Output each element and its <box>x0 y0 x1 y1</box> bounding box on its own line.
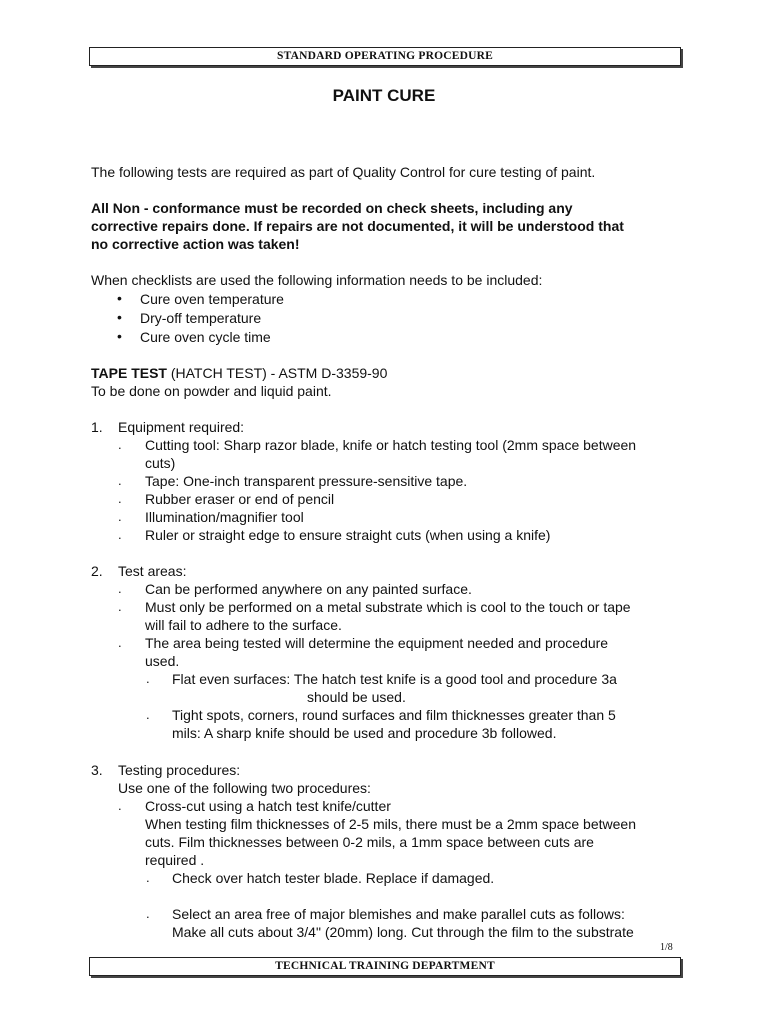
tape-test-heading <box>91 364 387 382</box>
list-marker: . <box>118 509 122 524</box>
sub-list-item: Tight spots, corners, round surfaces and film thicknesses greater than 5 <box>172 707 616 723</box>
list-marker: . <box>118 473 122 488</box>
intro-text: The following tests are required as part of Quality Control for cure testing of paint. <box>91 164 596 180</box>
paragraph-line: When testing film thicknesses of 2-5 mils, there must be a 2mm space between <box>145 816 636 832</box>
section-number: 3. <box>91 762 103 778</box>
list-marker: . <box>118 635 122 650</box>
section-number: 2. <box>91 563 103 579</box>
list-marker: . <box>118 437 122 452</box>
sub-list-item: Select an area free of major blemishes and make parallel cuts as follows: <box>172 906 625 922</box>
checklist-item: Cure oven cycle time <box>140 329 271 345</box>
tape-test-sub: To be done on powder and liquid paint. <box>91 383 332 399</box>
list-item-continued: used. <box>145 653 180 669</box>
list-item: Must only be performed on a metal substrate which is cool to the touch or tape <box>145 599 631 615</box>
header-box <box>89 47 681 66</box>
section-number: 1. <box>91 419 103 435</box>
footer-text: TECHNICAL TRAINING DEPARTMENT <box>275 960 495 972</box>
sub-list-marker: . <box>146 671 150 686</box>
sub-list-item-continued: Make all cuts about 3/4" (20mm) long. Cut through the film to the substrate <box>172 924 634 940</box>
footer-box <box>89 957 681 976</box>
bullet-icon: • <box>117 309 122 325</box>
section-intro: Use one of the following two procedures: <box>118 780 371 796</box>
checklist-intro: When checklists are used the following information needs to be included: <box>91 272 543 288</box>
tape-test-heading-bold: TAPE TEST <box>91 365 167 381</box>
sub-list-marker: . <box>146 707 150 722</box>
page-title: PAINT CURE <box>332 86 436 105</box>
sub-list-item: Flat even surfaces: The hatch test knife is a good tool and procedure 3a <box>172 671 617 687</box>
sub-list-item: Check over hatch tester blade. Replace if damaged. <box>172 870 495 886</box>
checklist-item: Dry-off temperature <box>140 310 262 326</box>
section-title: Equipment required: <box>118 419 245 435</box>
sub-list-item-continued: mils: A sharp knife should be used and procedure 3b followed. <box>172 725 557 741</box>
warning-line-1: All Non - conformance must be recorded on check sheets, including any <box>91 200 573 216</box>
warning-line-2: corrective repairs done. If repairs are not documented, it will be understood that <box>91 218 624 234</box>
list-item: Tape: One-inch transparent pressure-sensitive tape. <box>145 473 468 489</box>
page-number: 1/8 <box>660 942 673 953</box>
tape-test-heading-rest: (HATCH TEST) - ASTM D-3359-90 <box>166 365 388 381</box>
list-item-continued: cuts) <box>145 455 176 471</box>
list-item: Cross-cut using a hatch test knife/cutter <box>145 798 391 814</box>
list-marker: . <box>118 599 122 614</box>
list-item: Ruler or straight edge to ensure straight cuts (when using a knife) <box>145 527 551 543</box>
sub-list-marker: . <box>146 906 150 921</box>
list-item: Rubber eraser or end of pencil <box>145 491 335 507</box>
list-marker: . <box>118 798 122 813</box>
section-title: Testing procedures: <box>118 762 241 778</box>
list-marker: . <box>118 581 122 596</box>
paragraph-line: required . <box>145 852 205 868</box>
list-item: The area being tested will determine the equipment needed and procedure <box>145 635 609 651</box>
sub-list-marker: . <box>146 870 150 885</box>
list-item: Cutting tool: Sharp razor blade, knife or hatch testing tool (2mm space between <box>145 437 637 453</box>
header-text: STANDARD OPERATING PROCEDURE <box>276 50 494 62</box>
list-item-continued: will fail to adhere to the surface. <box>145 617 342 633</box>
checklist-item: Cure oven temperature <box>140 291 284 307</box>
warning-line-3: no corrective action was taken! <box>91 236 300 252</box>
sub-list-item-continued: should be used. <box>307 689 406 705</box>
paragraph-line: cuts. Film thicknesses between 0-2 mils, a 1mm space between cuts are <box>145 834 594 850</box>
list-item: Illumination/magnifier tool <box>145 509 304 525</box>
list-item: Can be performed anywhere on any painted surface. <box>145 581 472 597</box>
bullet-icon: • <box>117 328 122 344</box>
list-marker: . <box>118 527 122 542</box>
list-marker: . <box>118 491 122 506</box>
section-title: Test areas: <box>118 563 187 579</box>
bullet-icon: • <box>117 290 122 306</box>
